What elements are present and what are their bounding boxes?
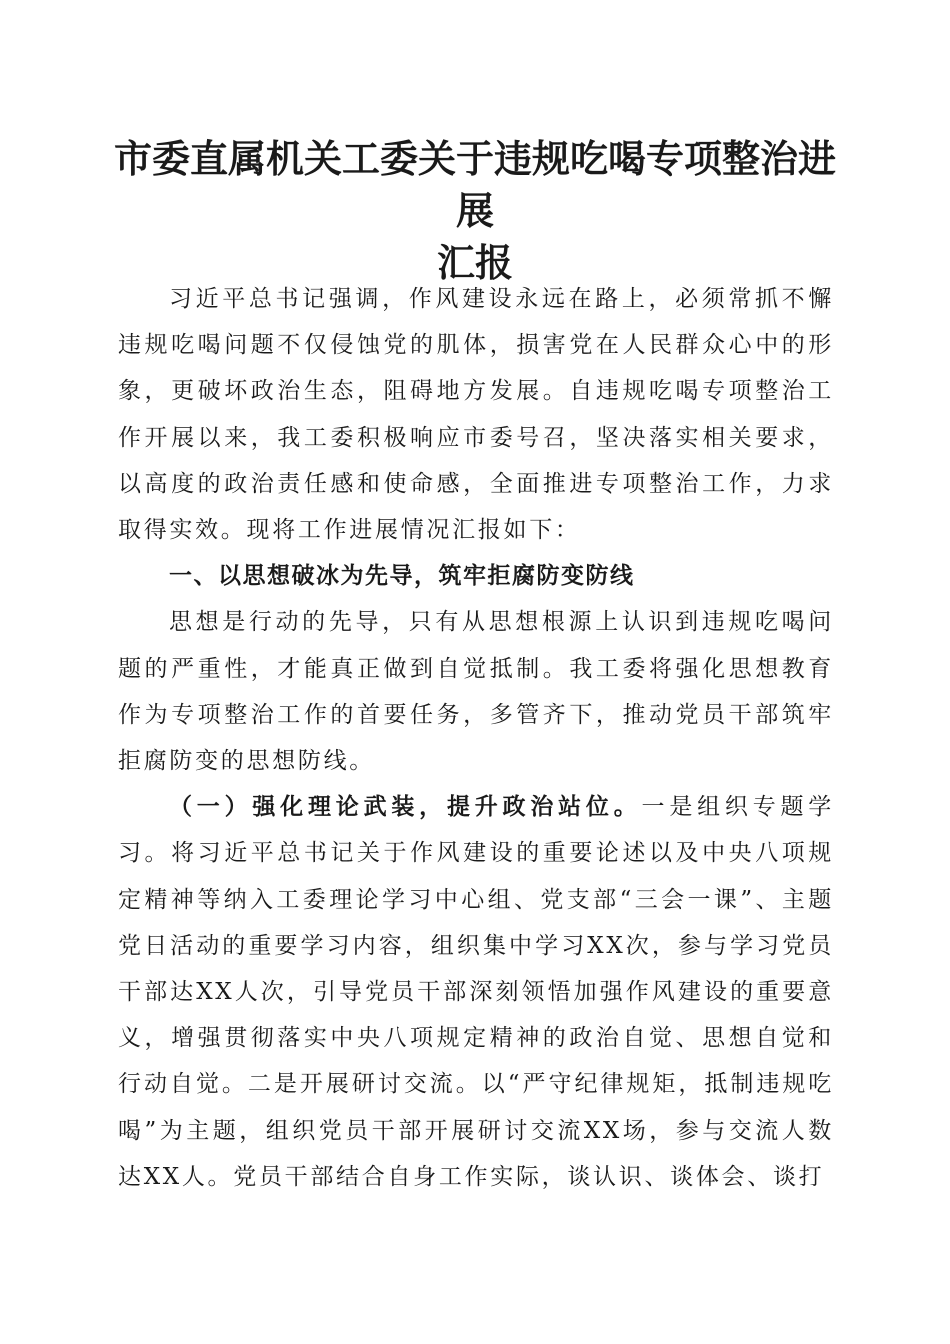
document-body [118, 276, 834, 1200]
subsection-1-paragraph [118, 784, 834, 1200]
document-title [110, 133, 840, 289]
section-1-heading: 一、以思想破冰为先导，筑牢拒腐防变防线 [169, 563, 635, 590]
subsection-1-lead: （一）强化理论武装，提升政治站位。 [169, 793, 642, 821]
intro-paragraph: 习近平总书记强调，作风建设永远在路上，必须常抓不懈违规吃喝问题不仅侵蚀党的肌体，损害党在人民群众心中的形象，更破坏政治生态，阻碍地方发展。自违规吃喝专项整治工作开展以来，我工委积极响应市委号召，坚决落实相关要求，以高度的政治责任感和使命感，全面推进专项整治工作，力求取得实效。现将工作进展情况汇报如下： [118, 286, 834, 544]
section-1-paragraph: 思想是行动的先导，只有从思想根源上认识到违规吃喝问题的严重性，才能真正做到自觉抵制。我工委将强化思想教育作为专项整治工作的首要任务，多管齐下，推动党员干部筑牢拒腐防变的思想防线。 [118, 609, 834, 775]
subsection-1-body: 一是组织专题学习。将习近平总书记关于作风建设的重要论述以及中央八项规定精神等纳入工委理论学习中心组、党支部“三会一课”、主题党日活动的重要学习内容，组织集中学习XX次，参与学习党员干部达XX人次，引导党员干部深刻领悟加强作风建设的重要意义，增强贯彻落实中央八项规定精神的政治自觉、思想自觉和行动自觉。二是开展研讨交流。以“严守纪律规矩，抵制违规吃喝”为主题，组织党员干部开展研讨交流XX场，参与交流人数达XX人。党员干部结合自身工作实际，谈认识、谈体会、谈打 [118, 794, 835, 1190]
title-line-1: 市委直属机关工委关于违规吃喝专项整治进展 [113, 136, 836, 233]
title-line-2: 汇报 [436, 240, 513, 285]
